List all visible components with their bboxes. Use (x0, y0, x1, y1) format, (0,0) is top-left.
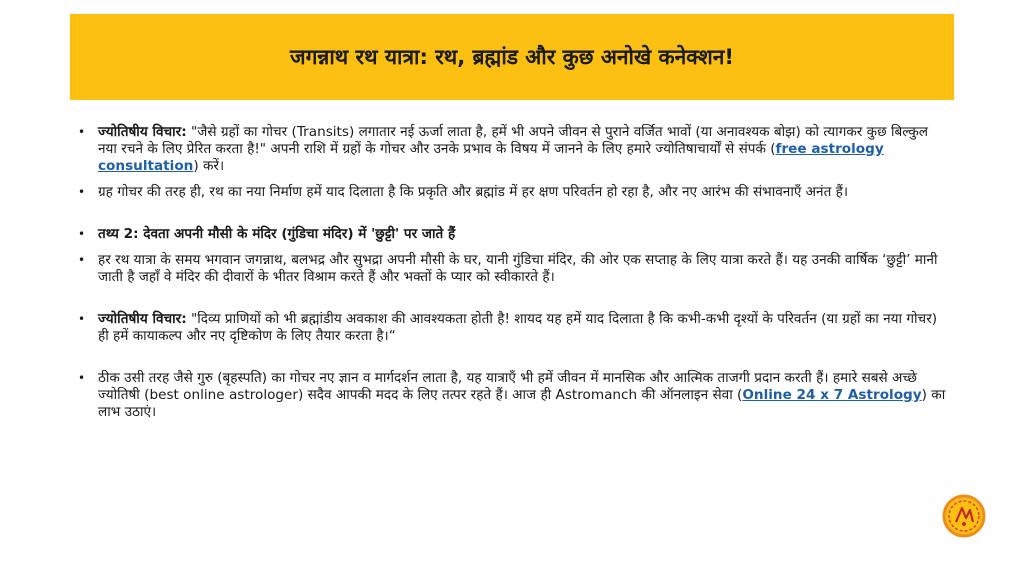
bullet-text-after: ) करें। (193, 158, 225, 174)
bullet-item-2 (78, 184, 946, 201)
bullet-label: ज्योतिषीय विचार: (98, 124, 187, 140)
bullet-marker: • (78, 185, 86, 199)
slide-title: जगन्नाथ रथ यात्रा: रथ, ब्रह्मांड और कुछ अनोखे कनेक्शन! (289, 45, 735, 69)
free-consultation-link[interactable]: free astrology consultation (98, 141, 884, 174)
bullet-text: "जैसे ग्रहों का गोचर (Transits) लगातार नई ऊर्जा लाता है, हमें भी अपने जीवन से पुराने वर्जित भावों (या अनावश्यक बोझ) को त्यागकर कुछ बिल्कुल नया रचने के लिए प्रेरित करता है!" अपनी राशि में ग्रहों के गोचर और उनके प्रभाव के विषय में जानने के लिए हमारे ज्योतिषाचार्यों से संपर्क ( (98, 124, 929, 157)
bullet-label: ज्योतिषीय विचार: (98, 311, 187, 327)
bullet-item-3 (78, 226, 946, 243)
bullet-list (78, 124, 946, 430)
bullet-item-5 (78, 311, 946, 345)
bullet-marker: • (78, 125, 86, 139)
bullet-text: हर रथ यात्रा के समय भगवान जगन्नाथ, बलभद्र और सुभद्रा अपनी मौसी के घर, यानी गुंडिचा मंदिर, की ओर एक सप्ताह के लिए यात्रा करते हैं। यह उनकी वार्षिक ‘छुट्टी’ मानी जाती है जहाँ वे मंदिर की दीवारों के भीतर विश्राम करते हैं और भक्तों के प्यार को स्वीकारते हैं। (98, 252, 938, 285)
bullet-text: "दिव्य प्राणियों को भी ब्रह्मांडीय अवकाश की आवश्यकता होती है! शायद यह हमें याद दिलाता है कि कभी-कभी दृश्यों के परिवर्तन (या ग्रहों का नया गोचर) ही हमें कायाकल्प और नए दृष्टिकोण के लिए तैयार करता है।“ (98, 311, 938, 344)
bullet-text-after: ) का लाभ उठाएं। (98, 387, 946, 420)
bullet-item-1 (78, 124, 946, 175)
bullet-text: ग्रह गोचर की तरह ही, रथ का नया निर्माण हमें याद दिलाता है कि प्रकृति और ब्रह्मांड में हर क्षण परिवर्तन हो रहा है, और नए आरंभ की संभावनाएँ अनंत हैं। (98, 184, 849, 200)
bullet-text: ठीक उसी तरह जैसे गुरु (बृहस्पति) का गोचर नए ज्ञान व मार्गदर्शन लाता है, यह यात्राएँ भी हमें जीवन में मानसिक और आत्मिक ताजगी प्रदान करती हैं। हमारे सबसे अच्छे ज्योतिषी (best online astrologer) सदैव आपकी मदद के लिए तत्पर रहते हैं। आज ही Astromanch की ऑनलाइन सेवा ( (98, 370, 917, 403)
bullet-heading: तथ्य 2: देवता अपनी मौसी के मंदिर (गुंडिचा मंदिर) में 'छुट्टी' पर जाते हैं (98, 226, 456, 242)
bullet-item-6 (78, 370, 946, 421)
bullet-marker: • (78, 227, 86, 241)
astromanch-logo-icon (942, 494, 986, 538)
online-astrology-link[interactable]: Online 24 x 7 Astrology (742, 387, 922, 403)
bullet-marker: • (78, 371, 86, 385)
bullet-item-4 (78, 252, 946, 286)
bullet-marker: • (78, 312, 86, 326)
bullet-marker: • (78, 253, 86, 267)
title-banner (70, 14, 954, 100)
